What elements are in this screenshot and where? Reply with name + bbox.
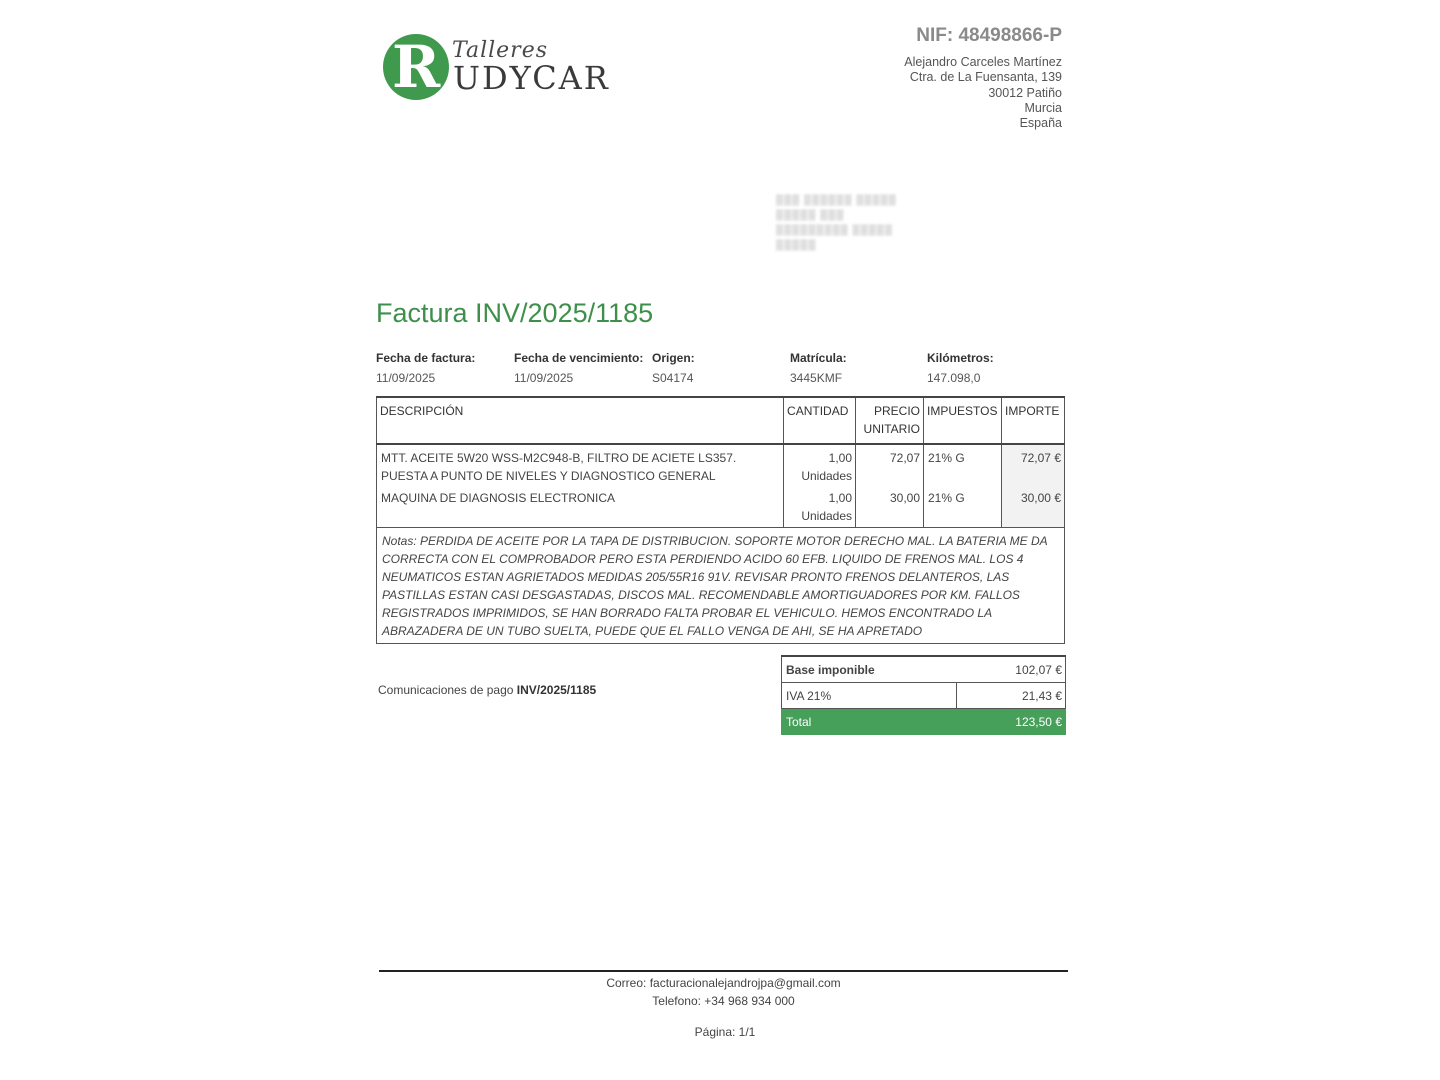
- row-amount: 72,07 €: [1001, 444, 1064, 485]
- base-value: 102,07 €: [957, 656, 1066, 683]
- row-description: [377, 444, 784, 485]
- total-row: [782, 709, 1066, 735]
- invoice-lines-table: [376, 396, 1065, 644]
- footer-email: Correo: facturacionalejandrojpa@gmail.com: [606, 976, 841, 990]
- footer-phone: Telefono: +34 968 934 000: [652, 994, 795, 1008]
- iva-row: [782, 683, 1066, 709]
- row-quantity: [784, 444, 856, 485]
- company-line: Murcia: [1024, 100, 1062, 115]
- header-cantidad: CANTIDAD: [784, 397, 856, 444]
- row-tax: 21% G: [924, 485, 1002, 528]
- invoice-date-field: [376, 351, 475, 385]
- quantity-unit: Unidades: [801, 469, 853, 483]
- company-line: Alejandro Carceles Martínez: [904, 55, 1062, 69]
- total-label: Total: [782, 709, 957, 735]
- field-value: 11/09/2025: [376, 371, 436, 385]
- company-line: España: [1019, 116, 1062, 131]
- field-label: Origen:: [652, 351, 695, 365]
- logo-script-text: Talleres: [452, 38, 548, 63]
- logo-name: UDYCAR: [453, 59, 610, 97]
- header-descripcion: DESCRIPCIÓN: [377, 397, 784, 444]
- company-line: 30012 Patiño: [988, 85, 1062, 100]
- iva-label: IVA 21%: [782, 683, 957, 709]
- field-value: 3445KMF: [790, 371, 843, 385]
- field-label: Kilómetros:: [927, 351, 994, 365]
- invoice-notes: Notas: PERDIDA DE ACEITE POR LA TAPA DE DISTRIBUCION. SOPORTE MOTOR DERECHO MAL. LA BATERIA ME DA CORRECTA CON EL COMPROBADOR PERO ESTA PERDIENDO ACIDO 60 EFB. LIQUIDO DE FRENOS MAL. LOS 4 NEUMATICOS ESTAN AGRIETADOS MEDIDAS 205/55R16 91V. REVISAR PRONTO FRENOS DELANTEROS, LAS PASTILLAS ESTAN CASI DESGASTADAS, DISCOS MAL. RECOMENDABLE AMORTIGUADORES POR KM. FALLOS REGISTRADOS IMPRIMIDOS, SE HAN BORRADO FALTA PROBAR EL VEHICULO. HEMOS ENCONTRADO LA ABRAZADERA DE UN TUBO SUELTA, PUEDE QUE EL FALLO VENGA DE AHI, SE HA APRETADO: [377, 528, 1065, 644]
- company-line: Ctra. de La Fuensanta, 139: [909, 70, 1062, 85]
- row-unit-price: 72,07: [856, 444, 924, 485]
- header-precio-line2: UNITARIO: [863, 422, 920, 436]
- table-row: [377, 444, 1065, 485]
- payment-ref: INV/2025/1185: [516, 683, 597, 697]
- footer-divider: [379, 970, 1068, 972]
- logo-initial: R: [392, 33, 441, 101]
- base-label: Base imponible: [782, 656, 957, 683]
- quantity-value: 1,00: [828, 451, 853, 465]
- invoice-title: Factura INV/2025/1185: [376, 298, 654, 328]
- base-row: [782, 656, 1066, 683]
- field-label: Matrícula:: [790, 351, 847, 365]
- total-value: 123,50 €: [957, 709, 1066, 735]
- header-impuestos: IMPUESTOS: [924, 397, 1002, 444]
- iva-value: 21,43 €: [957, 683, 1066, 709]
- field-label: Fecha de vencimiento:: [514, 351, 644, 365]
- redacted-recipient-block: ▒▒▒ ▒▒▒▒▒▒ ▒▒▒▒▒ ▒▒▒▒▒ ▒▒▒ ▒▒▒▒▒▒▒▒▒ ▒▒▒▒▒ ▒▒▒▒▒: [776, 195, 897, 251]
- row-tax: 21% G: [924, 444, 1002, 485]
- description-line: MAQUINA DE DIAGNOSIS ELECTRONICA: [381, 491, 616, 505]
- payment-label: Comunicaciones de pago: [378, 683, 514, 697]
- quantity-unit: Unidades: [801, 509, 853, 523]
- table-header-row: [377, 397, 1065, 444]
- payment-reference: [378, 683, 596, 697]
- field-value: S04174: [652, 371, 694, 385]
- header-precio: [856, 397, 924, 444]
- origin-field: [652, 351, 695, 385]
- quantity-value: 1,00: [828, 491, 853, 505]
- header-importe: IMPORTE: [1001, 397, 1064, 444]
- row-description: [377, 485, 784, 528]
- field-label: Fecha de factura:: [376, 351, 476, 365]
- field-value: 147.098,0: [927, 371, 981, 385]
- page-number: Página: 1/1: [694, 1025, 756, 1039]
- notes-row: [377, 528, 1065, 644]
- table-row: [377, 485, 1065, 528]
- totals-table: [781, 655, 1066, 735]
- mileage-field: [927, 351, 994, 385]
- company-address: [904, 55, 1062, 131]
- row-amount: 30,00 €: [1001, 485, 1064, 528]
- row-unit-price: 30,00: [856, 485, 924, 528]
- field-value: 11/09/2025: [514, 371, 574, 385]
- row-quantity: [784, 485, 856, 528]
- plate-field: [790, 351, 847, 385]
- header-precio-line1: PRECIO: [873, 404, 920, 418]
- company-nif: NIF: 48498866-P: [916, 25, 1062, 46]
- due-date-field: [514, 351, 643, 385]
- description-line: MTT. ACEITE 5W20 WSS-M2C948-B, FILTRO DE ACIETE LS357.: [381, 451, 737, 465]
- description-line: PUESTA A PUNTO DE NIVELES Y DIAGNOSTICO GENERAL: [381, 469, 716, 483]
